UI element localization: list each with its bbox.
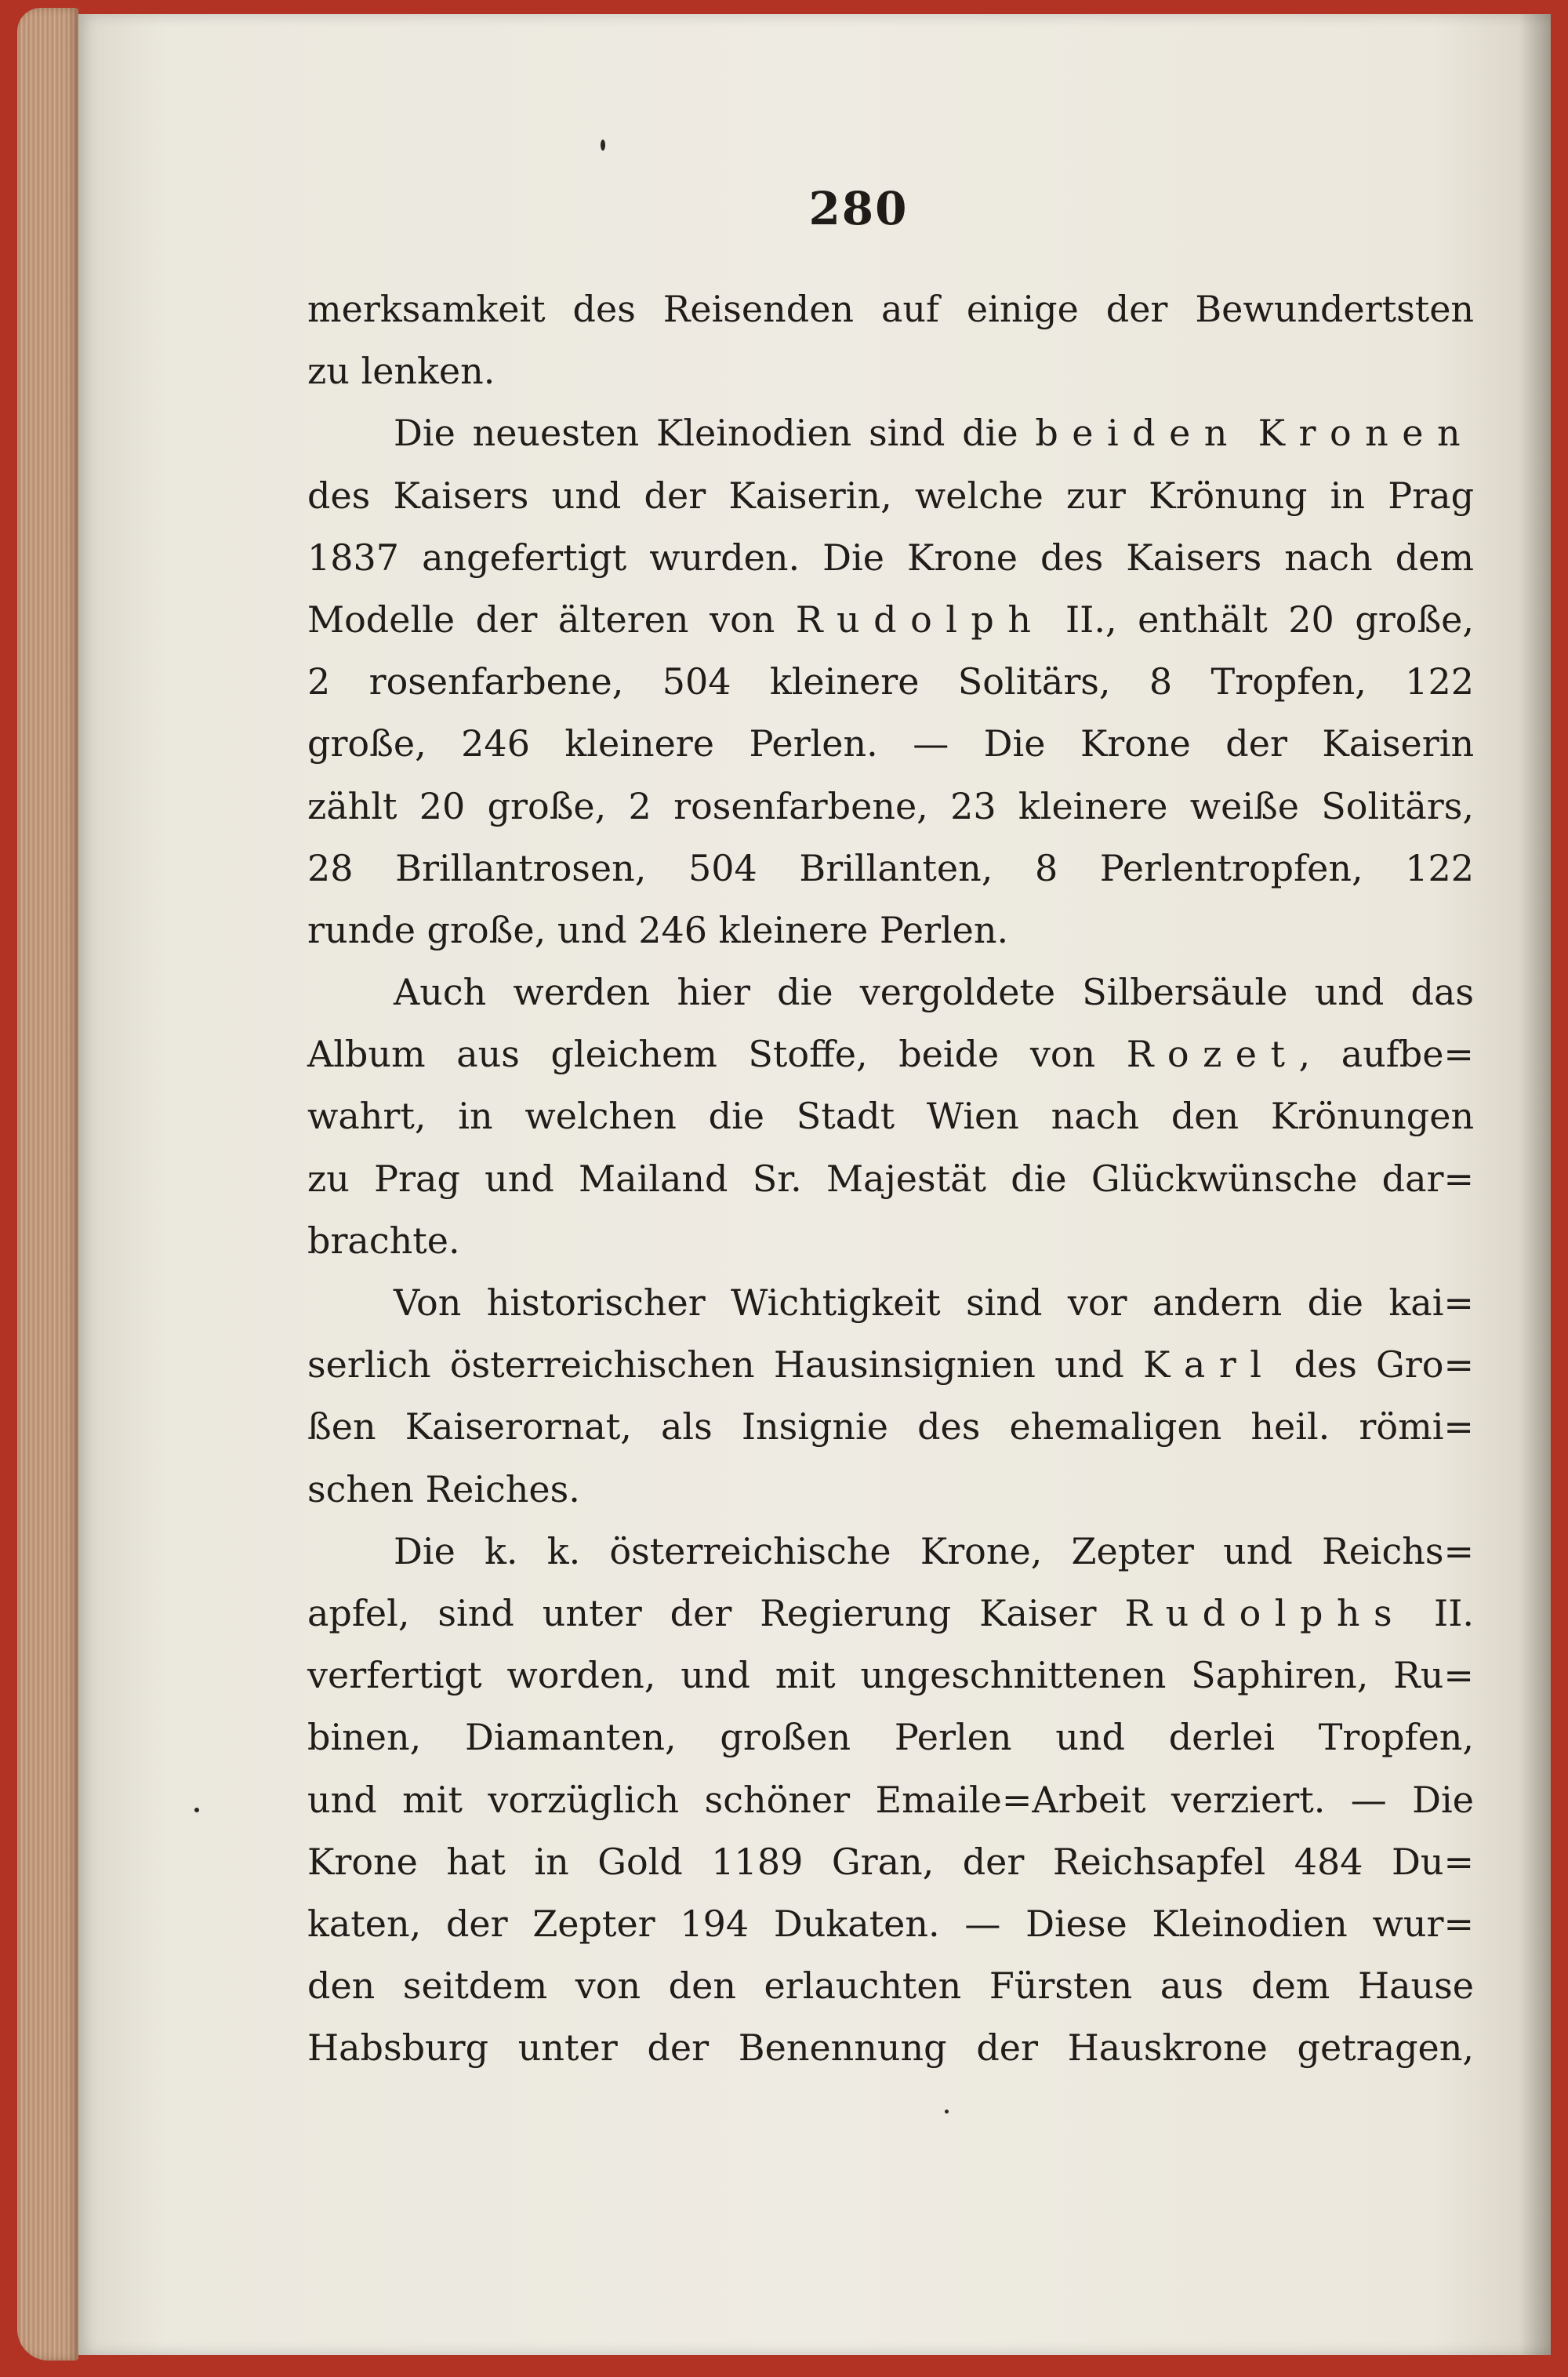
spaced-word: Rozet (1126, 1033, 1299, 1076)
text-line: ßen Kaiserornat, als Insignie des ehemaligen heil. römi= (307, 1405, 1474, 1448)
text-line: brachte. (307, 1219, 460, 1262)
text-line: Auch werden hier die vergoldete Silbersäule und das (394, 971, 1474, 1014)
spaced-word: Rudolphs (1124, 1591, 1406, 1634)
text-line: 28 Brillantrosen, 504 Brillanten, 8 Perlentropfen, 122 (307, 846, 1475, 889)
text-line: 2 rosenfarbene, 504 kleinere Solitärs, 8 Tropfen, 122 (307, 660, 1474, 703)
text-line: apfel, sind unter der Regierung Kaiser Rudolphs II. (307, 1591, 1475, 1634)
text-line: den seitdem von den erlauchten Fürsten aus dem Hause (307, 1964, 1475, 2008)
book-fore-edge (17, 8, 78, 2361)
text-line: zu Prag und Mailand Sr. Majestät die Glückwünsche dar= (307, 1157, 1475, 1200)
text-line: binen, Diamanten, großen Perlen und derlei Tropfen, (307, 1716, 1475, 1759)
text-line: große, 246 kleinere Perlen. — Die Krone der Kaiserin (307, 722, 1475, 765)
text-line: serlich österreichischen Hausinsignien und Karl des Gro= (307, 1343, 1474, 1387)
text-line: schen Reiches. (307, 1467, 580, 1510)
spaced-word: beiden (1035, 412, 1241, 455)
spaced-word: Rudolph (795, 598, 1045, 641)
text-line: merksamkeit des Reisenden auf einige der Bewundertsten (307, 288, 1475, 330)
text-line: zu lenken. (307, 350, 495, 393)
text-line: Von historischer Wichtigkeit sind vor andern die kai= (394, 1281, 1474, 1324)
text-line: zählt 20 große, 2 rosenfarbene, 23 kleinere weiße Solitärs, (307, 784, 1475, 827)
text-line: und mit vorzüglich schöner Emaile=Arbeit verziert. — Die (307, 1778, 1474, 1821)
body-text (307, 278, 1474, 2079)
text-line: wahrt, in welchen die Stadt Wien nach den Krönungen (307, 1095, 1475, 1138)
text-line: 1837 angefertigt wurden. Die Krone des Kaisers nach dem (307, 536, 1475, 579)
text-line: Habsburg unter der Benennung der Hauskrone getragen, (307, 2026, 1475, 2070)
spaced-word: Kronen (1258, 412, 1475, 455)
text-line: Album aus gleichem Stoffe, beide von Rozet, aufbe= (307, 1033, 1474, 1076)
spaced-word: Karl (1142, 1343, 1276, 1387)
text-line: Die k. k. österreichische Krone, Zepter und Reichs= (394, 1529, 1475, 1572)
binding-shadow (1519, 14, 1551, 2355)
text-line: des Kaisers und der Kaiserin, welche zur Krönung in Prag (307, 474, 1475, 517)
text-line: katen, der Zepter 194 Dukaten. — Diese Kleinodien wur= (307, 1902, 1475, 1945)
page-number: 280 (808, 182, 909, 235)
text-line: Modelle der älteren von Rudolph II., enthält 20 große, (307, 598, 1475, 641)
text-line: runde große, und 246 kleinere Perlen. (307, 908, 1009, 951)
text-line: Krone hat in Gold 1189 Gran, der Reichsapfel 484 Du= (307, 1840, 1475, 1883)
text-line: verfertigt worden, und mit ungeschnittenen Saphiren, Ru= (307, 1654, 1474, 1697)
text-line: Die neuesten Kleinodien sind die beiden Kronen (394, 412, 1475, 455)
